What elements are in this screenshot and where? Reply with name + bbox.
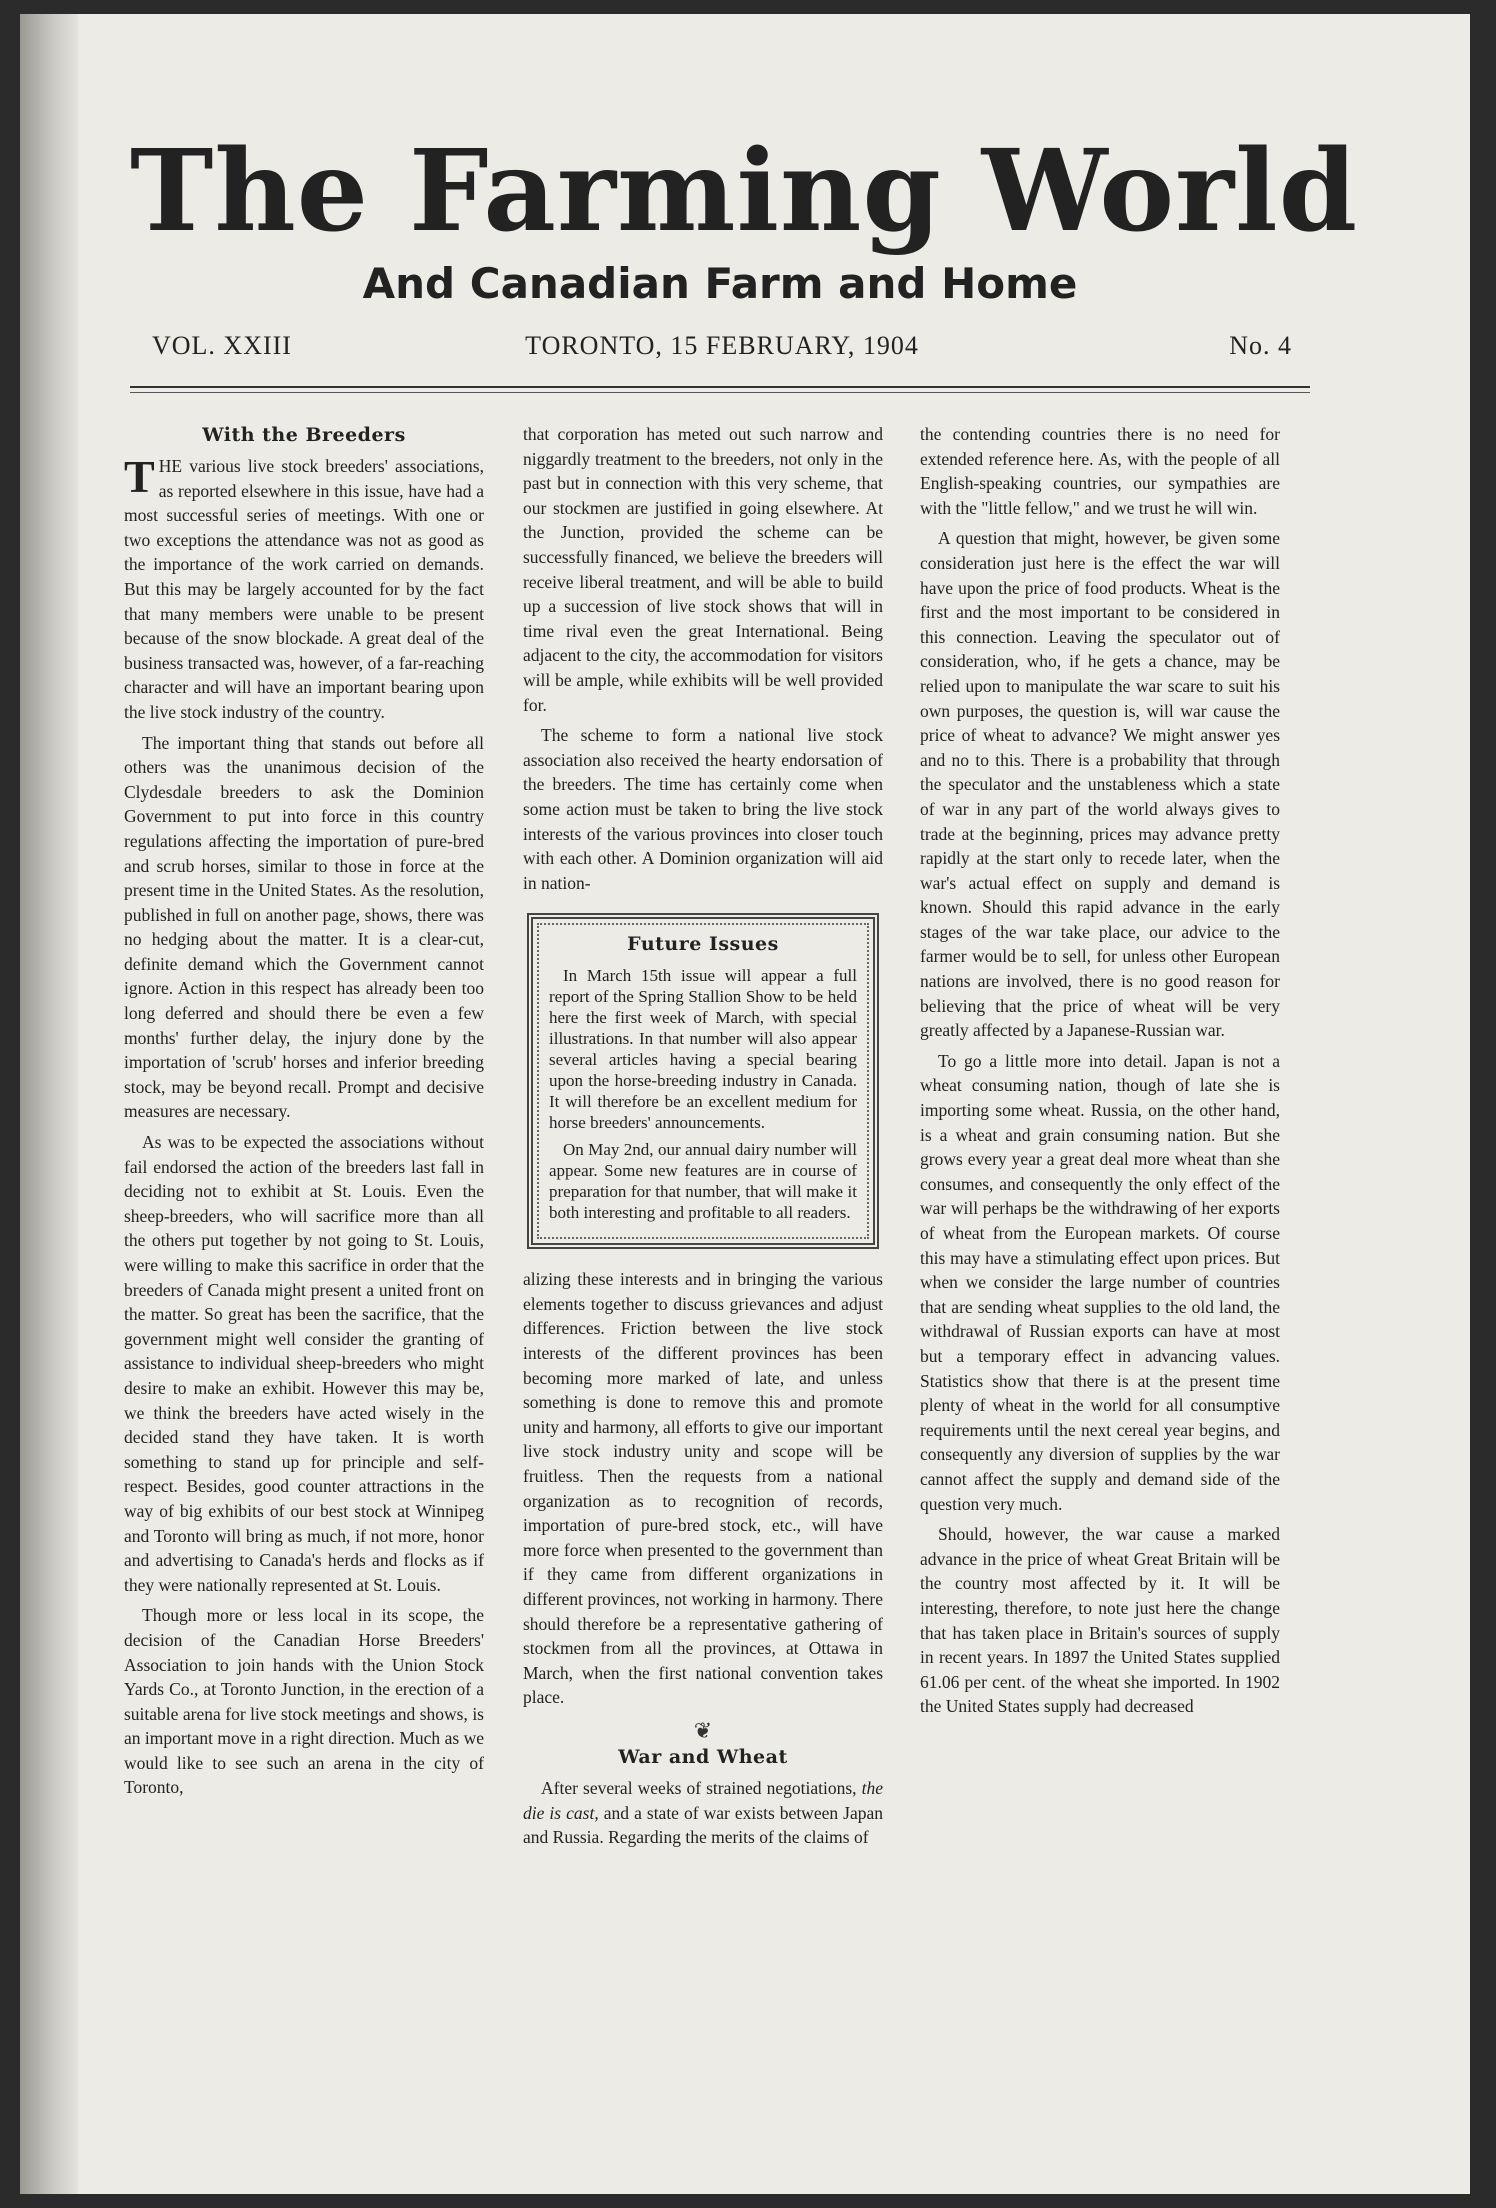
column-2: [523, 422, 883, 1856]
issue-number: No. 4: [1229, 331, 1292, 360]
column-1: [124, 422, 484, 1806]
breeders-heading: With the Breeders: [202, 424, 406, 446]
leaf-ornament-icon: ❦: [693, 1717, 713, 1743]
dateline-place-date: TORONTO, 15 FEBRUARY, 1904: [525, 331, 919, 360]
page-binding-edge: [20, 14, 78, 2194]
future-issues-paragraph: On May 2nd, our annual dairy number will appear. Some new features are in course of preparation for that number, that will make it both interesting and profitable to all readers.: [549, 1140, 857, 1223]
masthead-title: The Farming World: [130, 126, 1358, 257]
breeders-paragraph: Though more or less local in its scope, the decision of the Canadian Horse Breeders' Association to join hands with the Union Stock Yards Co., at Toronto Junction, in the erection of a suitable arena for live stock meetings and shows, is an important move in a right direction. Much as we would like to see such an arena in the city of Toronto,: [124, 1605, 484, 1798]
breeders-paragraph: that corporation has meted out such narrow and niggardly treatment to the breeders, not only in the past but in connection with this very scheme, that our stockmen are justified in going elsewhere. At the Junction, provided the scheme can be successfully financed, we believe the breeders will receive liberal treatment, and will be able to build up a succession of live stock shows that will in time rival even the great International. Being adjacent to the city, the accommodation for visitors will be ample, while exhibits will be well provided for.: [523, 424, 883, 715]
war-paragraph: Should, however, the war cause a marked advance in the price of wheat Great Britain will be the country most affected by it. It will be interesting, therefore, to note just here the change that has taken place in Britain's sources of supply in recent years. In 1897 the United States supplied 61.06 per cent. of the wheat she imported. In 1902 the United States supply had decreased: [920, 1524, 1280, 1717]
column-3: [920, 422, 1280, 1725]
war-paragraph: After several weeks of strained negotiations, the die is cast, and a state of war exists between Japan and Russia. Regarding the merits of the claims of: [523, 1777, 883, 1848]
war-paragraph: the contending countries there is no need for extended reference here. As, with the people of all English-speaking countries, our sympathies are with the "little fellow," and we trust he will win.: [920, 424, 1280, 518]
future-issues-paragraph: In March 15th issue will appear a full report of the Spring Stallion Show to be held here the first week of March, with special illustrations. In that number will also appear several articles having a special bearing upon the horse-breeding industry in Canada. It will therefore be an excellent medium for horse breeders' announcements.: [549, 966, 857, 1133]
masthead-rule: [130, 386, 1310, 393]
newspaper-page: [20, 14, 1470, 2194]
breeders-paragraph: The scheme to form a national live stock association also received the hearty endorsation of the breeders. The time has certainly come when some action must be taken to bring the live stock interests of the various provinces into closer touch with each other. A Dominion organization will aid in nation-: [523, 725, 883, 893]
masthead-subtitle: And Canadian Farm and Home: [362, 259, 1078, 308]
war-paragraph: To go a little more into detail. Japan is not a wheat consuming nation, though of late she is importing some wheat. Russia, on the other hand, is a wheat and grain consuming nation. But she grows every year a great deal more wheat than she consumes, and consequently the only effect of the war will perhaps be the withdrawing of her exports of wheat from the European markets. Of course this may have a stimulating effect upon prices. But when we consider the large number of countries that are sending wheat supplies to the old land, the withdrawal of Russian exports can have at most but a temporary effect in advancing values. Statistics show that there is at the present time plenty of wheat in the world for all consumptive requirements until the next cereal year begins, and consequently any diversion of supplies by the war cannot affect the supply and demand side of the question very much.: [920, 1050, 1280, 1514]
breeders-paragraph: alizing these interests and in bringing the various elements together to discuss grievances and adjust differences. Friction between the live stock interests of the different provinces has been becoming more marked of late, and unless something is done to remove this and promote unity and harmony, all efforts to give our important live stock industry unity and scope will be fruitless. Then the requests from a national organization as to recognition of records, importation of pure-bred stock, etc., will have more force when presented to the government than if they came from different organizations in different provinces, not working in harmony. There should therefore be a representative gathering of stockmen from all the provinces, at Ottawa in March, when the first national convention takes place.: [523, 1269, 883, 1708]
war-wheat-heading: War and Wheat: [618, 1745, 788, 1768]
war-paragraph: A question that might, however, be given some consideration just here is the effect the war will have upon the price of food products. Wheat is the first and the most important to be considered in this connection. Leaving the speculator out of consideration, who, if he gets a chance, may be relied upon to manipulate the war scare to suit his own purposes, the question is, will war cause the price of wheat to advance? We might answer yes and no to this. There is a probability that through the speculator and the unstableness which a state of war in any part of the world always gives to trade at the beginning, prices may advance pretty rapidly at the start only to recede later, when the war's actual effect on supply and demand is known. Should this rapid advance in the early stages of the war take place, our advice to the farmer would be to sell, for unless other European nations are involved, there is no good reason for believing that the price of wheat will be very greatly affected by a Japanese-Russian war.: [920, 528, 1280, 1041]
breeders-paragraph: The important thing that stands out before all others was the unanimous decision of the Clydesdale breeders to ask the Dominion Government to put into force in this country regulations affecting the importation of pure-bred and scrub horses, similar to those in force at the present time in the United States. As the resolution, published in full on another page, shows, there was no hedging about the matter. It is a clear-cut, definite demand which the Government cannot ignore. Action in this respect has already been too long deferred and should there be even a few months' further delay, the injury done by the importation of 'scrub' horses and inferior breeding stock, may be beyond recall. Prompt and decisive measures are necessary.: [124, 732, 484, 1122]
future-issues-box: [527, 913, 879, 1249]
future-issues-heading: Future Issues: [627, 933, 779, 956]
breeders-paragraph: As was to be expected the associations without fail endorsed the action of the breeders last fall in deciding not to exhibit at St. Louis. Even the sheep-breeders, who will sacrifice more than all the others put together by not going to St. Louis, were willing to make this sacrifice in order that the breeders of Canada might present a united front on the matter. So great has been the sacrifice, that the government might well consider the granting of assistance to individual sheep-breeders who might desire to make an exhibit. However this may be, we think the breeders have acted wisely in the decided stand they have taken. It is worth something to stand up for principle and self-respect. Besides, good counter attractions in the way of big exhibits of our best stock at Winnipeg and Toronto will bring as much, if not more, honor and advertising to Canada's herds and flocks as if they were nationally represented at St. Louis.: [124, 1132, 484, 1595]
breeders-paragraph: THE various live stock breeders' associations, as reported elsewhere in this issue, have had a most successful series of meetings. With one or two exceptions the attendance was not as good as the importance of the work carried on demands. But this may be largely accounted for by the fact that many members were unable to be present because of the snow blockade. A great deal of the business transacted was, however, of a far-reaching character and will have an important bearing upon the live stock industry of the country.: [124, 451, 484, 722]
drop-cap: T: [124, 451, 155, 502]
volume-label: VOL. XXIII: [152, 331, 292, 360]
dateline: [152, 326, 1292, 366]
